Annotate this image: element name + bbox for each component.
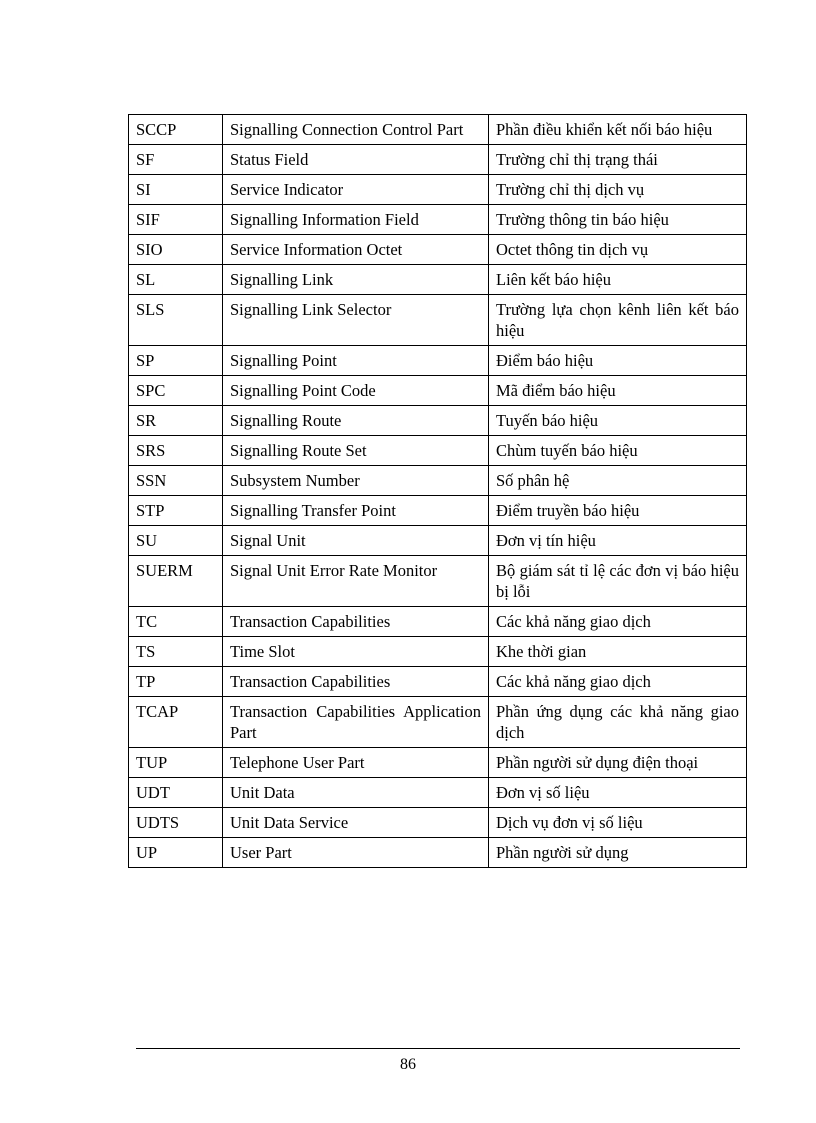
english-term-cell: Signalling Information Field (223, 205, 489, 235)
vietnamese-term-cell: Trường thông tin báo hiệu (489, 205, 747, 235)
english-term-cell: Signalling Link (223, 265, 489, 295)
abbreviation-table (128, 114, 747, 868)
table-row (129, 376, 747, 406)
abbreviation-cell: TCAP (129, 697, 223, 748)
english-term-cell: Status Field (223, 145, 489, 175)
abbreviation-cell: SIF (129, 205, 223, 235)
english-term-cell: Subsystem Number (223, 466, 489, 496)
abbreviation-cell: SU (129, 526, 223, 556)
vietnamese-term-cell: Số phân hệ (489, 466, 747, 496)
footer-divider (136, 1048, 740, 1049)
table-row (129, 406, 747, 436)
abbreviation-cell: TS (129, 637, 223, 667)
english-term-cell: Transaction Capabilities (223, 607, 489, 637)
vietnamese-term-cell: Bộ giám sát tỉ lệ các đơn vị báo hiệu bị lỗi (489, 556, 747, 607)
abbreviation-cell: TC (129, 607, 223, 637)
table-row (129, 496, 747, 526)
vietnamese-term-cell: Đơn vị số liệu (489, 778, 747, 808)
vietnamese-term-cell: Trường lựa chọn kênh liên kết báo hiệu (489, 295, 747, 346)
abbreviation-cell: UP (129, 838, 223, 868)
vietnamese-term-cell: Chùm tuyến báo hiệu (489, 436, 747, 466)
table-row (129, 556, 747, 607)
abbreviation-cell: SCCP (129, 115, 223, 145)
abbreviation-table-body (129, 115, 747, 868)
table-row (129, 265, 747, 295)
table-row (129, 607, 747, 637)
table-row (129, 115, 747, 145)
english-term-cell: Unit Data (223, 778, 489, 808)
page-number: 86 (400, 1056, 416, 1073)
abbreviation-cell: SF (129, 145, 223, 175)
table-row (129, 748, 747, 778)
english-term-cell: Signal Unit (223, 526, 489, 556)
vietnamese-term-cell: Đơn vị tín hiệu (489, 526, 747, 556)
abbreviation-cell: SUERM (129, 556, 223, 607)
table-row (129, 466, 747, 496)
table-row (129, 346, 747, 376)
table-row (129, 808, 747, 838)
english-term-cell: Signalling Transfer Point (223, 496, 489, 526)
english-term-cell: Signalling Point (223, 346, 489, 376)
english-term-cell: Signalling Point Code (223, 376, 489, 406)
table-row (129, 235, 747, 265)
english-term-cell: Signal Unit Error Rate Monitor (223, 556, 489, 607)
english-term-cell: Service Information Octet (223, 235, 489, 265)
abbreviation-cell: TP (129, 667, 223, 697)
english-term-cell: Signalling Route Set (223, 436, 489, 466)
table-row (129, 667, 747, 697)
vietnamese-term-cell: Phần người sử dụng điện thoại (489, 748, 747, 778)
abbreviation-cell: SL (129, 265, 223, 295)
abbreviation-cell: SPC (129, 376, 223, 406)
abbreviation-cell: SI (129, 175, 223, 205)
vietnamese-term-cell: Phần ứng dụng các khả năng giao dịch (489, 697, 747, 748)
english-term-cell: Signalling Connection Control Part (223, 115, 489, 145)
vietnamese-term-cell: Trường chỉ thị trạng thái (489, 145, 747, 175)
english-term-cell: Unit Data Service (223, 808, 489, 838)
abbreviation-cell: TUP (129, 748, 223, 778)
vietnamese-term-cell: Khe thời gian (489, 637, 747, 667)
english-term-cell: Signalling Link Selector (223, 295, 489, 346)
vietnamese-term-cell: Liên kết báo hiệu (489, 265, 747, 295)
abbreviation-cell: SRS (129, 436, 223, 466)
table-row (129, 778, 747, 808)
english-term-cell: User Part (223, 838, 489, 868)
abbreviation-cell: SP (129, 346, 223, 376)
vietnamese-term-cell: Các khả năng giao dịch (489, 607, 747, 637)
english-term-cell: Time Slot (223, 637, 489, 667)
abbreviation-cell: UDT (129, 778, 223, 808)
table-row (129, 205, 747, 235)
abbreviation-cell: STP (129, 496, 223, 526)
vietnamese-term-cell: Phần điều khiển kết nối báo hiệu (489, 115, 747, 145)
english-term-cell: Telephone User Part (223, 748, 489, 778)
table-row (129, 526, 747, 556)
table-row (129, 295, 747, 346)
vietnamese-term-cell: Dịch vụ đơn vị số liệu (489, 808, 747, 838)
english-term-cell: Transaction Capabilities (223, 667, 489, 697)
vietnamese-term-cell: Các khả năng giao dịch (489, 667, 747, 697)
table-row (129, 145, 747, 175)
vietnamese-term-cell: Phần người sử dụng (489, 838, 747, 868)
table-row (129, 175, 747, 205)
table-row (129, 697, 747, 748)
table-row (129, 436, 747, 466)
abbreviation-cell: SIO (129, 235, 223, 265)
vietnamese-term-cell: Mã điểm báo hiệu (489, 376, 747, 406)
table-row (129, 838, 747, 868)
table-row (129, 637, 747, 667)
vietnamese-term-cell: Tuyến báo hiệu (489, 406, 747, 436)
abbreviation-cell: SSN (129, 466, 223, 496)
vietnamese-term-cell: Điểm báo hiệu (489, 346, 747, 376)
english-term-cell: Transaction Capabilities Application Part (223, 697, 489, 748)
english-term-cell: Service Indicator (223, 175, 489, 205)
abbreviation-cell: UDTS (129, 808, 223, 838)
vietnamese-term-cell: Octet thông tin dịch vụ (489, 235, 747, 265)
vietnamese-term-cell: Trường chỉ thị dịch vụ (489, 175, 747, 205)
english-term-cell: Signalling Route (223, 406, 489, 436)
abbreviation-cell: SR (129, 406, 223, 436)
vietnamese-term-cell: Điểm truyền báo hiệu (489, 496, 747, 526)
abbreviation-cell: SLS (129, 295, 223, 346)
